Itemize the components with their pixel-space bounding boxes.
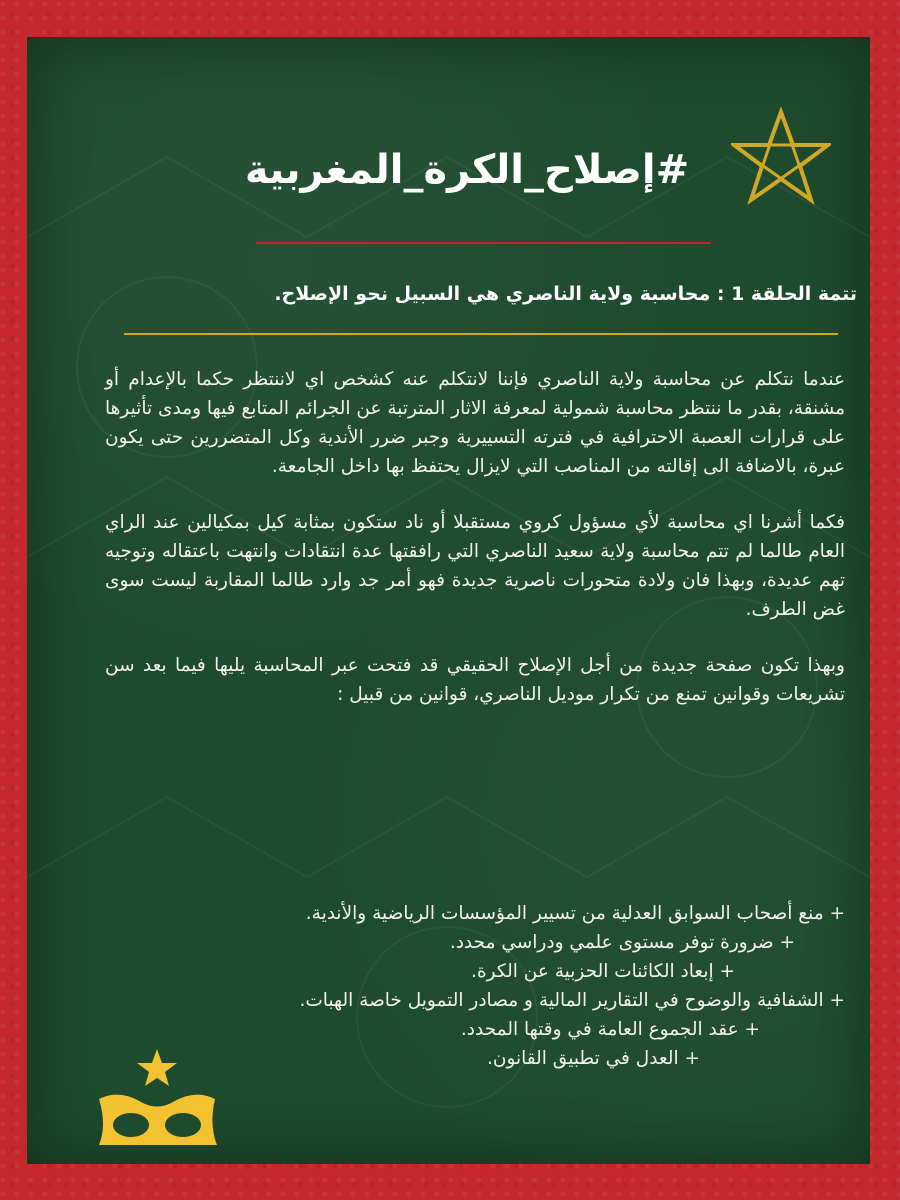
article-body — [105, 365, 845, 736]
title-divider — [256, 242, 711, 244]
crown-star-icon — [89, 1047, 249, 1152]
list-item: + ضرورة توفر مستوى علمي ودراسي محدد. — [449, 932, 795, 953]
list-item: + عقد الجموع العامة في وقتها المحدد. — [460, 1019, 760, 1040]
list-item: + منع أصحاب السوابق العدلية من تسيير المؤسسات الرياضية والأندية. — [305, 903, 845, 924]
page-title: #إصلاح_الكرة_المغربية — [244, 147, 690, 193]
paragraph: عندما نتكلم عن محاسبة ولاية الناصري فإننا لانتكلم عنه كشخص اي لاننتظر حكما بالإعدام أو مشنقة، بقدر ما ننتظر محاسبة شمولية لمعرفة الاثار المترتبة عن الجرائم المتابع فيها ومدى تأثيرها على قرارات العصبة الاحترافية في فترته التسييرية وجبر ضرر الأندية وكل المتضررين حتى يكون عبرة، بالاضافة الى إقالته من المناصب التي لايزال يحتفظ بها داخل الجامعة. — [105, 369, 845, 477]
subtitle-divider — [124, 333, 838, 335]
paragraph: فكما أشرنا اي محاسبة لأي مسؤول كروي مستقبلا أو ناد ستكون بمثابة كيل بمكيالين عند الراي العام طالما لم تتم محاسبة ولاية سعيد الناصري التي رافقتها عدة انتقادات وانتهت باعتقاله وتوجيه تهم عديدة، وبهذا فان ولادة متحورات ناصرية جديدة فهو أمر جد وارد طالما المقاربة ليست سوى غض الطرف. — [105, 512, 845, 620]
star-outline-icon — [731, 107, 831, 207]
subtitle: تتمة الحلقة 1 : محاسبة ولاية الناصري هي السبيل نحو الإصلاح. — [274, 283, 857, 305]
list-item: + إبعاد الكائنات الحزبية عن الكرة. — [471, 961, 735, 982]
paragraph: وبهذا تكون صفحة جديدة من أجل الإصلاح الحقيقي قد فتحت عبر المحاسبة يليها فيما بعد سن تشريعات وقوانين تمنع من تكرار موديل الناصري، قوانين من قبيل : — [105, 655, 845, 705]
green-panel — [27, 37, 870, 1164]
list-item: + الشفافية والوضوح في التقارير المالية و مصادر التمويل خاصة الهبات. — [299, 990, 845, 1011]
list-item: + العدل في تطبيق القانون. — [486, 1048, 700, 1069]
